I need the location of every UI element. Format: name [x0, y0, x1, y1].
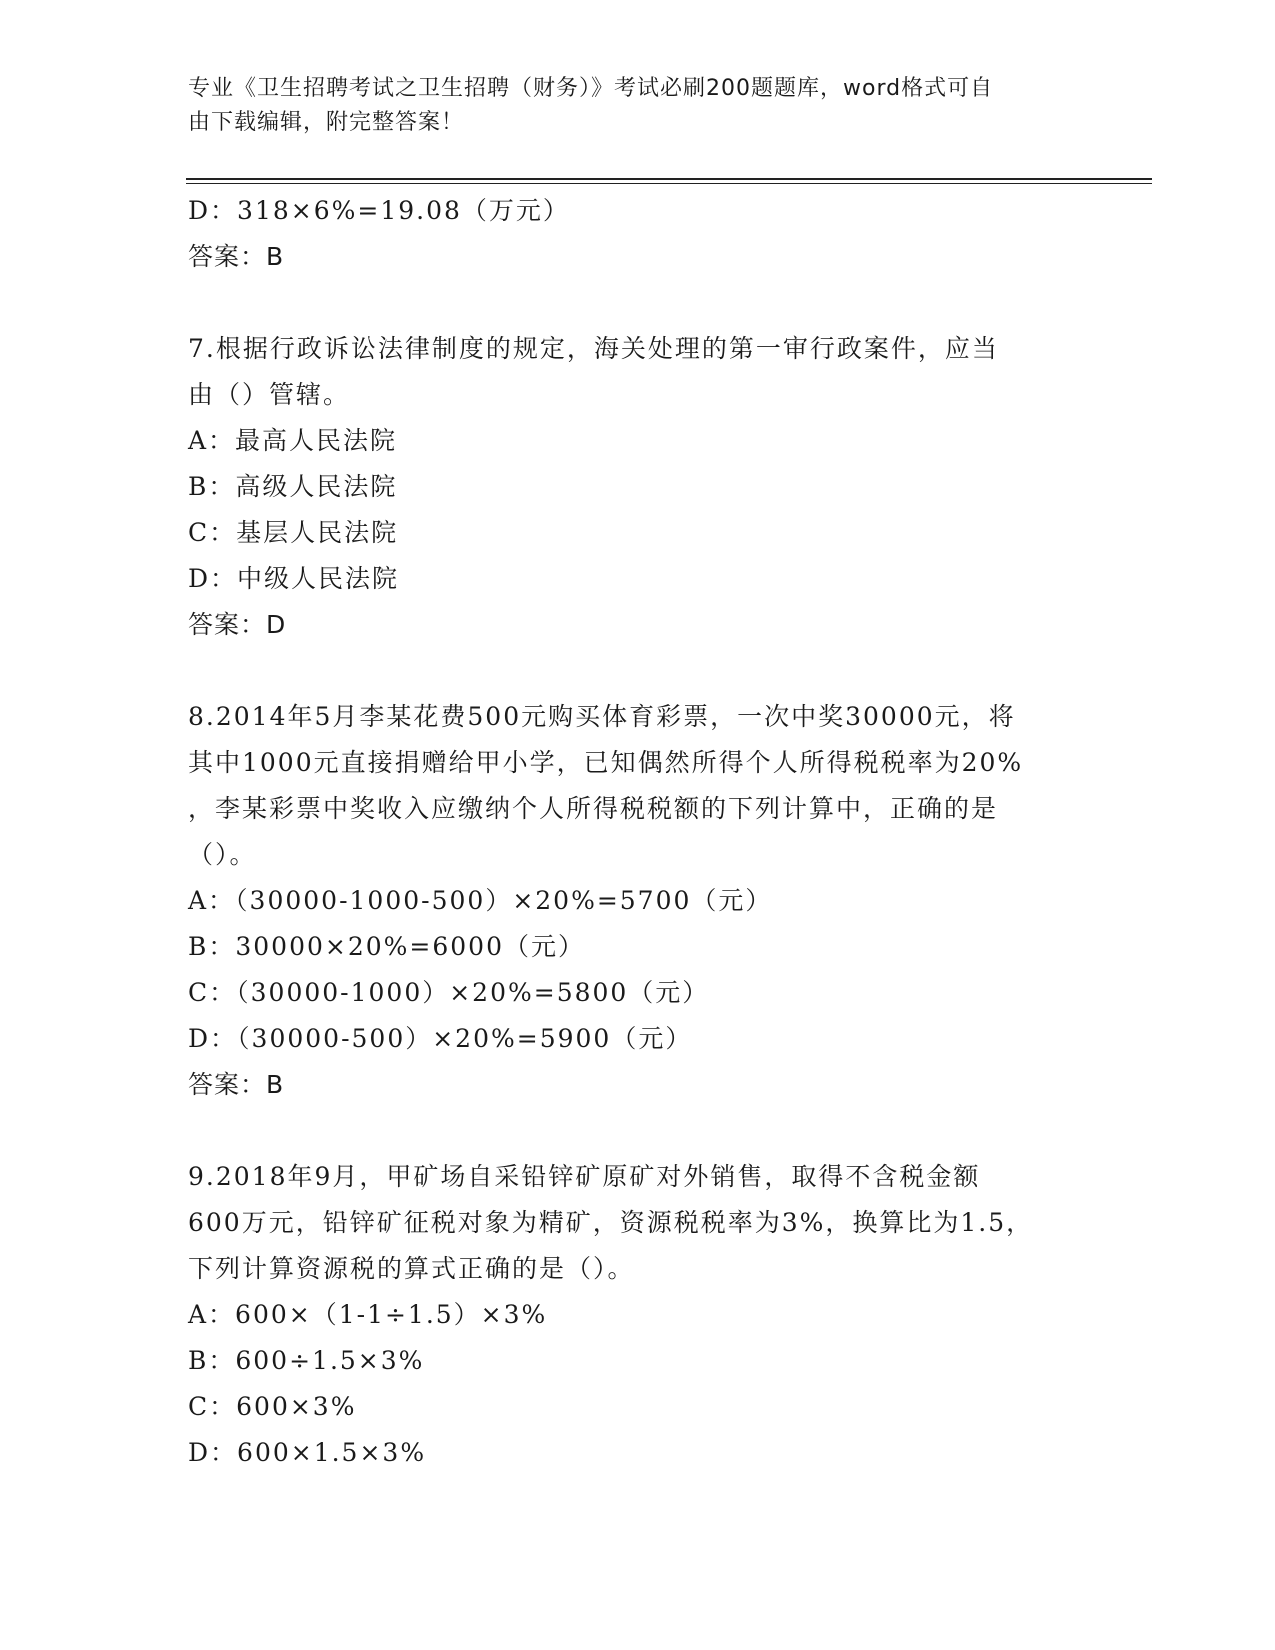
q8-option-a: A：（30000-1000-500）×20%=5700（元） [188, 886, 773, 915]
q8-answer: 答案：B [188, 1070, 285, 1099]
spacer [188, 1108, 1088, 1154]
q9-option-a: A：600×（1-1÷1.5）×3% [188, 1300, 548, 1329]
q9-stem-line-3: 下列计算资源税的算式正确的是（）。 [188, 1254, 635, 1283]
header-line-1: 专业《卫生招聘考试之卫生招聘（财务）》考试必刷200题题库，word格式可自 [188, 76, 994, 101]
q8-stem-line-4: （）。 [188, 840, 257, 869]
q6-answer: 答案：B [188, 242, 285, 271]
q6-option-d: D：318×6%=19.08（万元） [188, 196, 570, 225]
q9-stem-line-2: 600万元，铅锌矿征税对象为精矿，资源税税率为3%，换算比为1.5， [188, 1208, 1034, 1237]
spacer [188, 280, 1088, 326]
q7-stem-line-1: 7.根据行政诉讼法律制度的规定，海关处理的第一审行政案件，应当 [188, 334, 999, 363]
document-body [188, 188, 1088, 1476]
q9-option-c: C：600×3% [188, 1392, 357, 1421]
q8-stem-line-3: ，李某彩票中奖收入应缴纳个人所得税税额的下列计算中，正确的是 [188, 794, 999, 823]
q9-option-d: D：600×1.5×3% [188, 1438, 427, 1467]
q8-stem-line-1: 8.2014年5月李某花费500元购买体育彩票，一次中奖30000元，将 [188, 702, 1016, 731]
question-9 [188, 1154, 1088, 1476]
q7-stem-line-2: 由（）管辖。 [188, 380, 351, 409]
question-8 [188, 694, 1088, 1108]
q8-option-c: C：（30000-1000）×20%=5800（元） [188, 978, 710, 1007]
q7-answer: 答案：D [188, 610, 287, 639]
q8-option-d: D：（30000-500）×20%=5900（元） [188, 1024, 693, 1053]
q9-stem-line-1: 9.2018年9月，甲矿场自采铅锌矿原矿对外销售，取得不含税金额 [188, 1162, 981, 1191]
q8-stem-line-2: 其中1000元直接捐赠给甲小学，已知偶然所得个人所得税税率为20% [188, 748, 1024, 777]
question-7 [188, 326, 1088, 648]
q7-option-a: A：最高人民法院 [188, 426, 398, 455]
q7-option-c: C：基层人民法院 [188, 518, 399, 547]
header-divider-thin [186, 183, 1152, 184]
header-divider-thick [186, 178, 1152, 180]
header-line-2: 由下载编辑，附完整答案！ [188, 110, 465, 135]
document-header [188, 72, 1068, 140]
q9-option-b: B：600÷1.5×3% [188, 1346, 425, 1375]
q7-option-b: B：高级人民法院 [188, 472, 398, 501]
q7-option-d: D：中级人民法院 [188, 564, 400, 593]
spacer [188, 648, 1088, 694]
q8-option-b: B：30000×20%=6000（元） [188, 932, 585, 961]
question-6-tail [188, 188, 1088, 280]
